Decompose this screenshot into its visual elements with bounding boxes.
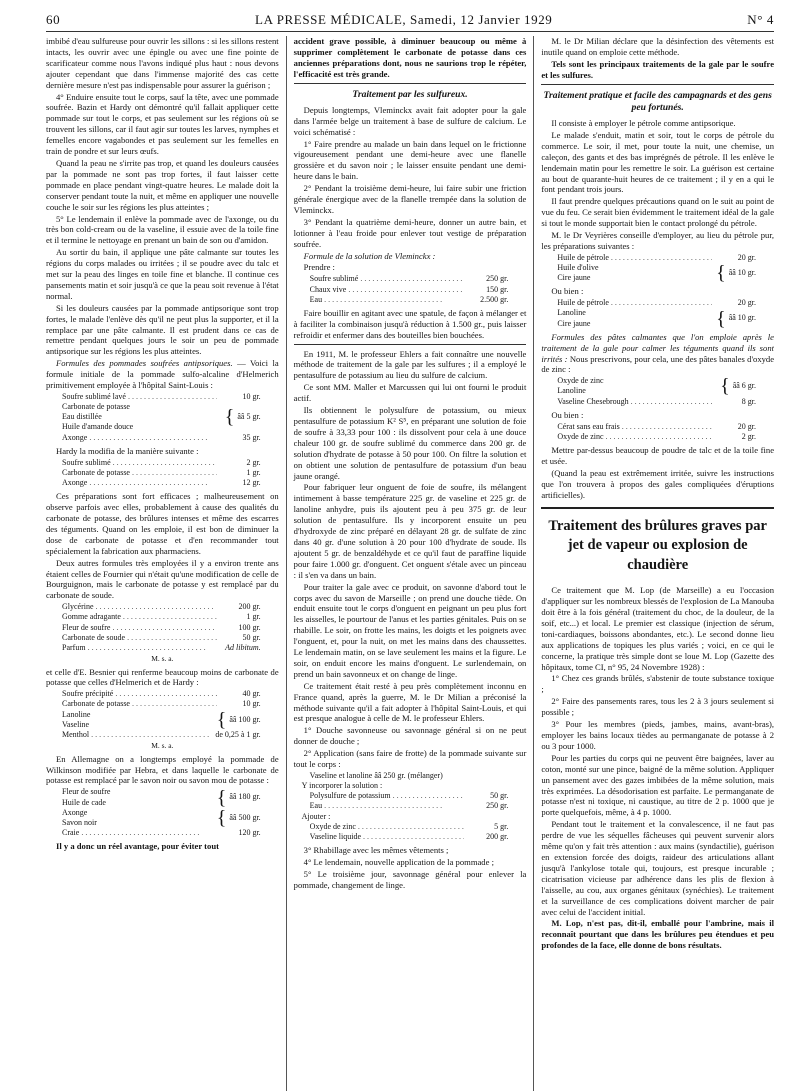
paragraph: 3° Pour les membres (pieds, jambes, mains, avant-bras), employer les bains locaux tièdes au permanganate de potasse à 2 ou 3 pour 1000.	[541, 719, 775, 751]
formulas-heading: Formules des pâtes calmantes que l'on emploie après le traitement de la gale pour calmer les téguments quand ils sont irrités :	[541, 331, 775, 364]
paragraph: 5° Le lendemain il enlève la pommade avec de l'axonge, ou du très bon cold-cream ou de la vaseline, il essuie avec de la toile fine et il termine le nettoyage en prenant un bain de son ou d'amidon.	[46, 213, 279, 246]
paragraph: Quand la peau ne s'irrite pas trop, et quand les douleurs causées par la pommade ne sont pas trop fortes, il faut laisser cette pommade en place pendant vingt-quatre heures. Le malade doit la conserver pendant toute la nuit, et même en appliquer une nouvelle couche le soir sur les régions les plus atteintes ;	[46, 157, 279, 212]
quantity: 20 gr.	[737, 252, 757, 262]
paragraph: 1° Faire prendre au malade un bain dans lequel on le frictionne vigoureusement pendant une demi-heure avec une flanelle grossière et du savon noir ; le laisser ensuite pendant une demi-heure dans le bain.	[293, 138, 527, 182]
ingredient: Cire jaune	[557, 273, 591, 283]
formula-row	[541, 422, 774, 432]
issue-number: N° 4	[747, 12, 774, 27]
paragraph: En 1911, M. le professeur Ehlers a fait connaître une nouvelle méthode de traitement de la gale par les sulfures ; il a employé le pentasulfure de potassium au lieu du sulfure de calcium.	[293, 348, 527, 381]
ingredient: Oxyde de zinc . . .	[557, 432, 712, 442]
formula-row	[294, 285, 527, 295]
quantity: ââ 180 gr.	[229, 792, 261, 802]
ingredient: Huile d'olive	[557, 263, 599, 272]
ingredient: Axonge . . .	[62, 433, 217, 443]
page-header	[46, 12, 774, 32]
quantity: 250 gr.	[486, 801, 509, 811]
formula-intro: Y incorporer la solution :	[301, 781, 383, 791]
formula-row	[294, 274, 527, 284]
quantity: 120 gr.	[238, 827, 261, 837]
paragraph: Ce traitement était resté à peu près complètement inconnu en France quand, après la guerre, M. le Dr Milian a préconisé la méthode suivante qu'il a fait adopter à l'hôpital Saint-Louis, et qui est presque analogue à celle de M. le professeur Ehlers.	[293, 680, 527, 724]
formula-wilkinson	[46, 787, 279, 838]
formula-row	[46, 699, 279, 709]
paragraph: Ils obtiennent le polysulfure de potassium, ou mieux pentasulfure de potassium K² S⁵, en préparant une solution de foie de soufre à 33,33 pour 100 : ils dissolvent pour cela à une douce chaleur 100 gr. de soufre sublimé du commerce dans 200 gr. de solution d'hydrate de potasse à 50 pour 100. On filtre la solution et on obtient une solution de pentasulfure de potassium d'un beau jaune orangé.	[293, 405, 527, 481]
ingredient: Lanoline	[557, 386, 586, 396]
paragraph: Il y a donc un réel avantage, pour éviter tout	[56, 841, 219, 852]
column-1	[46, 36, 286, 1091]
formula-vleminckx	[294, 274, 527, 304]
formula-row	[46, 458, 279, 468]
quantity: 40 gr.	[242, 689, 261, 699]
paragraph: (Quand la peau est extrêmement irritée, suivre les instructions que l'on trouvera à propos des gales compliquées d'éruptions artificielles).	[541, 467, 775, 500]
ingredient: Vaseline liquide . . .	[310, 832, 465, 842]
ingredient: Vaseline Chesebrough . . .	[557, 397, 712, 407]
paragraph: 4° Enduire ensuite tout le corps, sauf la tête, avec une pommade soufrée. Bazin et Hardy ont démontré qu'il fallait appliquer cette pommade sur tout le corps, et pas seulement sur les régions où se trouvent les sillons, car il faut agir sur toutes les larves, nymphes et femelles encore vagabondes et pas seulement sur les femelles en train de pondre et sur leurs œufs.	[46, 91, 279, 157]
formula-row	[46, 602, 279, 612]
paragraph: Pour fabriquer leur onguent de foie de soufre, ils mélangent intimement à basse température 225 gr. de vaseline et 225 gr. de lanoline anhydre, puis ils ajoutent peu à peu 375 gr. de leur solution de pentasulfure. Ils y incorporent ensuite un peu d'hydroxyde de zinc préparé en délayant 28 gr. de sulfate de zinc dans 40 gr. d'une solution à 20 pour 100 d'hydrate de soude. Ils ajoutent 5 gr. de benzaldéhyde et ce qu'il faut de paraffine liquide pour faire 1.000 gr. d'onguent. Cet onguent s'étale avec un pinceau : il s'en va dans un bain.	[293, 482, 527, 580]
paragraph: 3° Rhabillage avec les mêmes vêtements ;	[303, 845, 449, 856]
formula-milian	[294, 771, 527, 842]
ingredient: Eau distillée	[62, 412, 102, 422]
paragraph: et celle d'E. Besnier qui renferme beaucoup moins de carbonate de potasse que celles d'Helmerich et de Hardy :	[46, 666, 279, 688]
paragraph: M. le Dr Veyrières conseille d'employer, au lieu du pétrole pur, les préparations suivantes :	[541, 230, 775, 251]
quantity: 10 gr.	[242, 699, 261, 709]
quantity: 2.500 gr.	[480, 294, 509, 304]
formula-row	[46, 468, 279, 478]
ingredient: Soufre sublimé lavé . . .	[62, 392, 217, 402]
paragraph: 3° Pendant la quatrième demi-heure, donner un autre bain, et lotionner à l'eau froide pour enlever tout vestige de préparation soufrée.	[293, 216, 527, 249]
formula-row	[294, 832, 527, 842]
divider	[294, 83, 527, 84]
formula-group	[46, 787, 279, 807]
quantity: ââ 100 gr.	[229, 714, 261, 724]
formula-row	[46, 478, 279, 488]
quantity: ââ 10 gr.	[728, 268, 757, 278]
ingredient: Carbonate de potasse . . .	[62, 468, 217, 478]
divider	[294, 344, 527, 345]
quantity: 10 gr.	[242, 392, 261, 401]
page-number: 60	[46, 12, 61, 27]
formula-row	[541, 397, 774, 407]
formula-row	[46, 689, 279, 699]
formula-veyrieres-1	[541, 253, 774, 283]
ingredient: Vaseline	[62, 719, 90, 729]
formula-row	[46, 828, 279, 838]
paragraph-text: — Voici la formule initiale de la pommade sulfo-alcaline d'Helmerich primitivement employée à l'hôpital Saint-Louis :	[46, 358, 279, 391]
paragraph: Pour les parties du corps qui ne peuvent être baignées, laver au coton, monté sur une pince, baigné de la même solution. Appliquer un pansement avec des gazes imbibées de la même solution, mais très exprimées. La désodorisation est parfaite. Le permanganate de potasse n'est ni toxique, ni caustique, au titre de 2 p. 1000 que je porte quelquefois, même, à 4 p. 1000.	[541, 752, 775, 818]
paragraph: Deux autres formules très employées il y a environ trente ans étaient celles de Fournier qui n'était qu'une modification de celle de Bourguignon, mais le carbonate de potasse y est remplacé par du carbonate de soude.	[46, 557, 279, 601]
column-3	[533, 36, 774, 1091]
ingredient: Polysulfure de potassium . . .	[310, 791, 465, 801]
brace-glyph: {	[716, 262, 726, 285]
quantity: 250 gr.	[486, 274, 509, 284]
formula-row	[46, 392, 279, 402]
formula-helmerich	[46, 392, 279, 443]
paragraph: 1° Douche savonneuse ou savonnage général si on ne peut donner de douche ;	[293, 725, 527, 747]
paragraph: Il consiste à employer le pétrole comme antipsorique.	[551, 117, 736, 128]
quantity: 1 gr.	[246, 612, 261, 622]
quantity: 200 gr.	[486, 831, 509, 841]
section-heading: Traitement par les sulfureux.	[352, 88, 468, 100]
ingredient: Carbonate de potasse . . .	[62, 699, 217, 709]
formula-group	[541, 376, 774, 396]
paragraph: Pour traiter la gale avec ce produit, on savonne d'abord tout le corps avec du savon de Marseille ; on prend une douche tiède. On enduit ensuite tout le corps d'onguent en peignant un peu plus fort les aisselles, le pourtour de l'anus et les parties génitales. Puis on se rhabille. Le soir, on frotte les mains, les doigts et les poignets avec l'onguent, et, pour la nuit, on met les mains dans des chaussettes. Le lendemain matin, on se lave seulement les mains et la figure. Le soir, on enduit encore les mains d'onguent. Le surlendemain, on prend un bain savonneux et on change de linge.	[293, 581, 527, 679]
paragraph: Le malade s'enduit, matin et soir, tout le corps de pétrole du commerce. Le soir, il met, pour toute la nuit, une chemise, un caleçon, des gants et des bas imprégnés de pétrole. Il les enlève le lendemain matin pour les remettre le soir. La guérison est certaine au bout de quarante-huit heures de ce traitement ; il y en a qui le font pendant trois jours.	[541, 129, 775, 195]
formula-row	[46, 612, 279, 622]
ingredient: Oxyde de zinc . . .	[310, 822, 465, 832]
brace-glyph: {	[216, 708, 227, 731]
divider	[541, 84, 774, 85]
formula-line: Vaseline et lanoline ââ 250 gr. (mélanger)	[309, 771, 443, 781]
paragraph: Ce traitement que M. Lop (de Marseille) a eu l'occasion d'appliquer sur les nombreux blessés de l'explosion de La Manouba doit être à la fois général (traitement du choc, de la douleur, de la soif, etc...) et local. Le premier est classique (injection de sérum, toni-cardiaques, boissons abondantes, etc.). Le second donne lieu aux applications de topiques les plus variés ; voici, en ce qui le concerne, la pratique très simple dont se loue M. Lop (Gazette des hôpitaux, tome CI, n° 95, 24 Novembre 1928) :	[541, 585, 775, 672]
ingredient: Axonge	[62, 807, 88, 817]
formula-row	[294, 822, 527, 832]
ingredient: Cire jaune	[557, 318, 591, 328]
columns	[46, 36, 774, 1091]
formula-group	[46, 710, 279, 730]
paragraph: 1° Chez ces grands brûlés, s'abstenir de toute substance toxique ;	[541, 673, 775, 695]
paragraph: Il faut prendre quelques précautions quand on le suit au point de vue du feu. Ce serait bien évidemment le traitement idéal de la gale si tout le monde supportait bien le contact prolongé du pétrole.	[541, 196, 775, 229]
section-heading: Traitement pratique et facile des campagnards et des gens peu fortunés.	[543, 89, 772, 113]
formula-row	[541, 298, 774, 308]
paragraph: Au sortir du bain, il applique une pâte calmante sur toutes les régions du corps malades ou irritées ; il se poudre avec du talc et met sur la peau des linges en toile fine et blanche. Il continue ces pansements matin et soir jusqu'à ce que la peau soit revenue à l'état normal.	[46, 247, 279, 301]
quantity: de 0,25 à 1 gr.	[215, 729, 261, 739]
paragraph: 2° Faire des pansements rares, tous les 2 à 3 jours seulement si possible ;	[541, 696, 775, 718]
formula-row	[46, 730, 279, 740]
formula-row	[294, 801, 527, 811]
ingredient: Parfum . . .	[62, 643, 217, 653]
brace-glyph: {	[224, 406, 235, 429]
ingredient: Huile de pétrole . . .	[557, 298, 712, 308]
formula-besnier	[46, 689, 279, 750]
formula-group	[541, 308, 774, 328]
quantity: ââ 5 gr.	[237, 412, 261, 422]
formula-hardy	[46, 458, 279, 488]
paragraph: Pendant tout le traitement et la convalescence, il ne faut pas perdre de vue les séquelles fâcheuses qui peuvent survenir alors même qu'on y fait très attention : aux mains (syndactilie), guérison en extension forcée des doigts, raideur des articulations allant jusqu'à l'ankylose totale qui, toujours, est presque incurable ; cicatrisation vicieuse par adhérence dans les plis de flexion à l'aisselle, au cou, aux organes génitaux (synéchies). Le traitement et la surveillance de ces complications doivent marcher de pair avec celui de l'accident initial.	[541, 819, 775, 917]
paragraph-text: Nous prescrivons, pour cela, une des pâtes banales d'oxyde de zinc :	[541, 353, 775, 375]
ingredient: Soufre sublimé . . .	[310, 274, 465, 284]
paragraph: 2° Pendant la troisième demi-heure, lui faire subir une friction générale énergique avec de la flanelle trempée dans la solution de Vleminckx.	[293, 183, 527, 215]
ingredient: Axonge . . .	[62, 478, 217, 488]
paragraph: Hardy la modifia de la manière suivante :	[56, 445, 199, 456]
ingredient: Savon noir	[62, 817, 97, 827]
formula-group	[541, 263, 774, 283]
formula-group	[46, 808, 279, 828]
paragraph: Ce sont MM. Maller et Marcussen qui lui ont fourni le produit actif.	[293, 382, 527, 404]
paragraph: imbibé d'eau sulfureuse pour ouvrir les sillons : si les sillons restent intacts, les ouvrir avec une épingle ou avec une fine pointe de scarificateur comme nous l'avons indiqué plus haut : nous devons ajouter cependant que dans l'immense majorité des cas cette dernière mesure n'est pas indispensable pour assurer la guérison ;	[46, 36, 279, 90]
quantity: 1 gr.	[246, 467, 261, 477]
formula-cerat	[541, 422, 774, 442]
quantity: 2 gr.	[246, 457, 261, 467]
formula-signature: M. s. a.	[151, 741, 174, 751]
ingredient: Lanoline	[62, 709, 91, 719]
ingredient: Huile de pétrole . . .	[557, 253, 712, 263]
ingredient: Eau . . .	[310, 801, 465, 811]
ingredient: Glycérine . . .	[62, 602, 217, 612]
ingredient: Huile de cade	[62, 797, 106, 807]
formula-intro: Ajouter :	[301, 811, 331, 821]
column-2	[286, 36, 534, 1091]
brace-glyph: {	[216, 786, 227, 809]
ingredient: Soufre précipité . . .	[62, 689, 217, 699]
paragraph: M. le Dr Milian déclare que la désinfection des vêtements est inutile quand on emploie cette méthode.	[541, 36, 775, 57]
brace-glyph: {	[720, 375, 730, 398]
brace-glyph: {	[216, 806, 227, 829]
quantity: 100 gr.	[238, 622, 261, 632]
formulas-paragraph	[541, 332, 774, 376]
quantity: 5 gr.	[494, 821, 509, 831]
quantity: 50 gr.	[242, 632, 261, 642]
quantity: 150 gr.	[486, 284, 509, 294]
paragraph: Mettre par-dessus beaucoup de poudre de talc et de la toile fine et usée.	[541, 445, 775, 466]
formula-zinc-paste	[541, 376, 774, 406]
formulas-heading: Formules des pommades soufrées antipsoriques.	[56, 358, 233, 369]
paragraph: 5° Le troisième jour, savonnage général pour enlever la pommade, changement de linge.	[293, 868, 527, 890]
paragraph: M. Lop, n'est pas, dit-il, emballé pour l'ambrine, mais il reconnaît pourtant que dans les brûlures peu étendues et peu profondes de la face, elle donne de bons résultats.	[541, 918, 775, 951]
ingredient: Soufre sublimé . . .	[62, 458, 217, 468]
ingredient: Oxyde de zinc	[557, 376, 604, 386]
article-divider	[541, 507, 774, 509]
formula-row	[46, 623, 279, 633]
formula-row	[541, 432, 774, 442]
formula-intro: Prendre :	[303, 262, 335, 273]
quantity: Ad libitum.	[225, 642, 261, 652]
paragraph: Depuis longtemps, Vleminckx avait fait adopter pour la gale dans l'armée belge un traitement à base de sulfure de calcium. Le voici schématisé :	[293, 104, 527, 137]
formula-alternative: Ou bien :	[551, 286, 584, 297]
quantity: ââ 6 gr.	[732, 381, 757, 391]
formula-veyrieres-2	[541, 298, 774, 328]
formula-row	[541, 253, 774, 263]
ingredient: Carbonate de soude . . .	[62, 633, 217, 643]
quantity: ââ 500 gr.	[229, 812, 261, 822]
ingredient: Carbonate de potasse	[62, 402, 130, 412]
quantity: 50 gr.	[490, 791, 509, 801]
quantity: 35 gr.	[242, 432, 261, 442]
formula-alternative: Ou bien :	[551, 409, 584, 420]
ingredient: Fleur de soufre . . .	[62, 623, 217, 633]
paragraph: En Allemagne on a longtemps employé la pommade de Wilkinson modifiée par Hebra, et dans laquelle le carbonate de potasse est remplacé par le savon noir ou savon mou de potasse :	[46, 753, 279, 786]
formula-row	[46, 643, 279, 653]
ingredient: Eau . . .	[310, 295, 465, 305]
paragraph: accident grave possible, à diminuer beaucoup ou même à supprimer complètement le carbonate de potasse dans ces anciennes préparations dont, nous ne saurions trop le répéter, l'efficacité est très grande.	[293, 36, 527, 79]
formula-row	[46, 633, 279, 643]
formula-signature: M. s. a.	[151, 654, 174, 663]
ingredient: Gomme adragante . . .	[62, 612, 217, 622]
formulas-paragraph	[46, 358, 279, 391]
ingredient: Fleur de soufre	[62, 787, 111, 797]
paragraph: Tels sont les principaux traitements de la gale par le soufre et les sulfures.	[541, 58, 775, 80]
brace-glyph: {	[716, 307, 726, 330]
paragraph: 2° Application (sans faire de frotte) de la pommade suivante sur tout le corps :	[293, 748, 527, 770]
paragraph: 4° Le lendemain, nouvelle application de la pommade ;	[303, 857, 494, 868]
journal-title: LA PRESSE MÉDICALE, Samedi, 12 Janvier 1929	[255, 12, 553, 27]
formula-row	[46, 433, 279, 443]
ingredient: Chaux vive . . .	[310, 285, 465, 295]
ingredient: Cérat sans eau frais . . .	[557, 422, 712, 432]
quantity: ââ 10 gr.	[728, 313, 757, 323]
ingredient: Menthol . . .	[62, 730, 211, 740]
quantity: 200 gr.	[238, 602, 261, 612]
formula-heading: Formule de la solution de Vleminckx :	[303, 250, 436, 261]
ingredient: Lanoline	[557, 308, 586, 318]
article-title: Traitement des brûlures graves par jet de vapeur ou explosion de chaudière	[548, 517, 767, 573]
paragraph: Ces préparations sont fort efficaces ; malheureusement on observe parfois avec elles, probablement à cause des qualités du carbonate de potasse, des brûlures intenses et même des escarres des téguments. Quand on les emploie, il est bon de diminuer la dose de carbonate de potasse et d'en recommander tout spécialement la fabrication aux pharmaciens.	[46, 491, 279, 556]
paragraph: Faire bouillir en agitant avec une spatule, de façon à mélanger et à faciliter la combinaison jusqu'à réduction à 1.500 gr., puis laisser refroidir et enfermer dans des bouteilles bien bouchées.	[293, 307, 527, 340]
quantity: 8 gr.	[741, 396, 757, 406]
formula-row	[294, 295, 527, 305]
quantity: 12 gr.	[242, 478, 261, 487]
formula-fournier	[46, 602, 279, 663]
quantity: 20 gr.	[737, 298, 757, 308]
ingredient: Huile d'amande douce	[62, 422, 134, 432]
formula-group	[46, 402, 279, 432]
formula-row	[294, 791, 527, 801]
paragraph: Si les douleurs causées par la pommade antipsorique sont trop fortes, le malade l'enlève dès qu'il ne peut plus la supporter, et il la remplace par une pâte calmante. Il est prudent dans ce cas de remettre pendant quelques jours le soir un peu de pommade antipsorique sur les régions les plus atteintes.	[46, 302, 279, 357]
quantity: 2 gr.	[741, 431, 757, 441]
ingredient: Craie . . .	[62, 828, 217, 838]
quantity: 20 gr.	[737, 421, 757, 431]
